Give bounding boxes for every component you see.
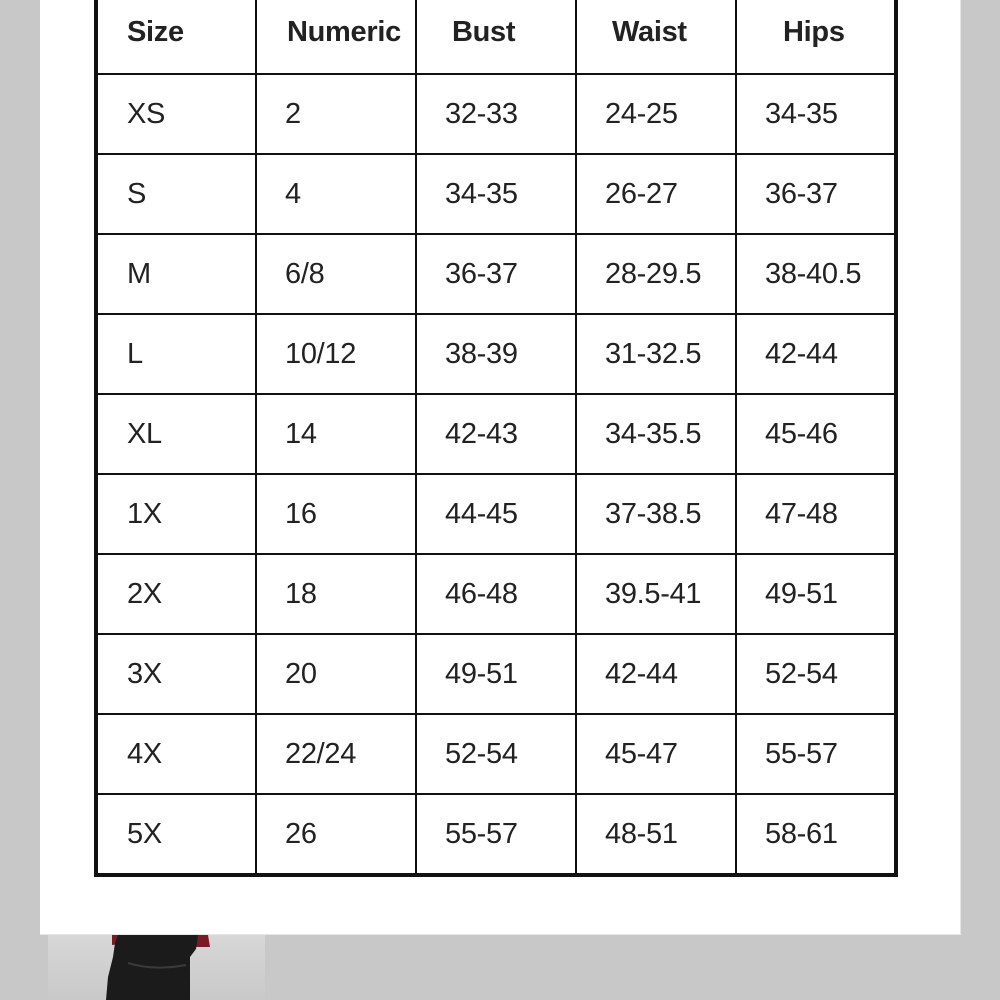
header-waist: Waist — [576, 0, 736, 74]
cell-size: 1X — [96, 474, 256, 554]
table-row — [96, 714, 896, 794]
cell-size: 4X — [96, 714, 256, 794]
cell-waist: 37-38.5 — [576, 474, 736, 554]
cell-hips: 52-54 — [736, 634, 896, 714]
cell-waist: 24-25 — [576, 74, 736, 154]
cell-size: L — [96, 314, 256, 394]
cell-numeric: 6/8 — [256, 234, 416, 314]
cell-bust: 55-57 — [416, 794, 576, 875]
table-row — [96, 794, 896, 875]
cell-numeric: 2 — [256, 74, 416, 154]
cell-bust: 38-39 — [416, 314, 576, 394]
cell-bust: 52-54 — [416, 714, 576, 794]
size-chart-table — [94, 0, 898, 877]
size-chart-card — [40, 0, 961, 935]
table-row — [96, 554, 896, 634]
cell-bust: 49-51 — [416, 634, 576, 714]
cell-size: 2X — [96, 554, 256, 634]
cell-size: XL — [96, 394, 256, 474]
cell-hips: 34-35 — [736, 74, 896, 154]
cell-hips: 36-37 — [736, 154, 896, 234]
cell-waist: 34-35.5 — [576, 394, 736, 474]
cell-bust: 44-45 — [416, 474, 576, 554]
cell-bust: 36-37 — [416, 234, 576, 314]
cell-bust: 32-33 — [416, 74, 576, 154]
cell-numeric: 22/24 — [256, 714, 416, 794]
cell-hips: 58-61 — [736, 794, 896, 875]
cell-size: XS — [96, 74, 256, 154]
cell-numeric: 10/12 — [256, 314, 416, 394]
cell-numeric: 26 — [256, 794, 416, 875]
cell-numeric: 20 — [256, 634, 416, 714]
cell-bust: 46-48 — [416, 554, 576, 634]
cell-hips: 45-46 — [736, 394, 896, 474]
table-header-row — [96, 0, 896, 74]
cell-bust: 34-35 — [416, 154, 576, 234]
cell-numeric: 18 — [256, 554, 416, 634]
table-row — [96, 634, 896, 714]
table-row — [96, 74, 896, 154]
table-row — [96, 394, 896, 474]
header-hips: Hips — [736, 0, 896, 74]
cell-waist: 39.5-41 — [576, 554, 736, 634]
cell-waist: 26-27 — [576, 154, 736, 234]
cell-waist: 45-47 — [576, 714, 736, 794]
cell-size: 3X — [96, 634, 256, 714]
cell-hips: 49-51 — [736, 554, 896, 634]
cell-numeric: 4 — [256, 154, 416, 234]
table-row — [96, 314, 896, 394]
cell-size: S — [96, 154, 256, 234]
cell-hips: 55-57 — [736, 714, 896, 794]
cell-hips: 42-44 — [736, 314, 896, 394]
cell-waist: 42-44 — [576, 634, 736, 714]
header-size: Size — [96, 0, 256, 74]
header-numeric: Numeric — [256, 0, 416, 74]
cell-size: M — [96, 234, 256, 314]
product-photo-thumbnail[interactable] — [48, 935, 265, 1000]
cell-hips: 47-48 — [736, 474, 896, 554]
cell-bust: 42-43 — [416, 394, 576, 474]
table-row — [96, 234, 896, 314]
product-photo-icon — [106, 935, 210, 1000]
header-bust: Bust — [416, 0, 576, 74]
cell-hips: 38-40.5 — [736, 234, 896, 314]
cell-size: 5X — [96, 794, 256, 875]
cell-waist: 31-32.5 — [576, 314, 736, 394]
cell-numeric: 14 — [256, 394, 416, 474]
table-row — [96, 474, 896, 554]
table-row — [96, 154, 896, 234]
cell-numeric: 16 — [256, 474, 416, 554]
cell-waist: 48-51 — [576, 794, 736, 875]
cell-waist: 28-29.5 — [576, 234, 736, 314]
